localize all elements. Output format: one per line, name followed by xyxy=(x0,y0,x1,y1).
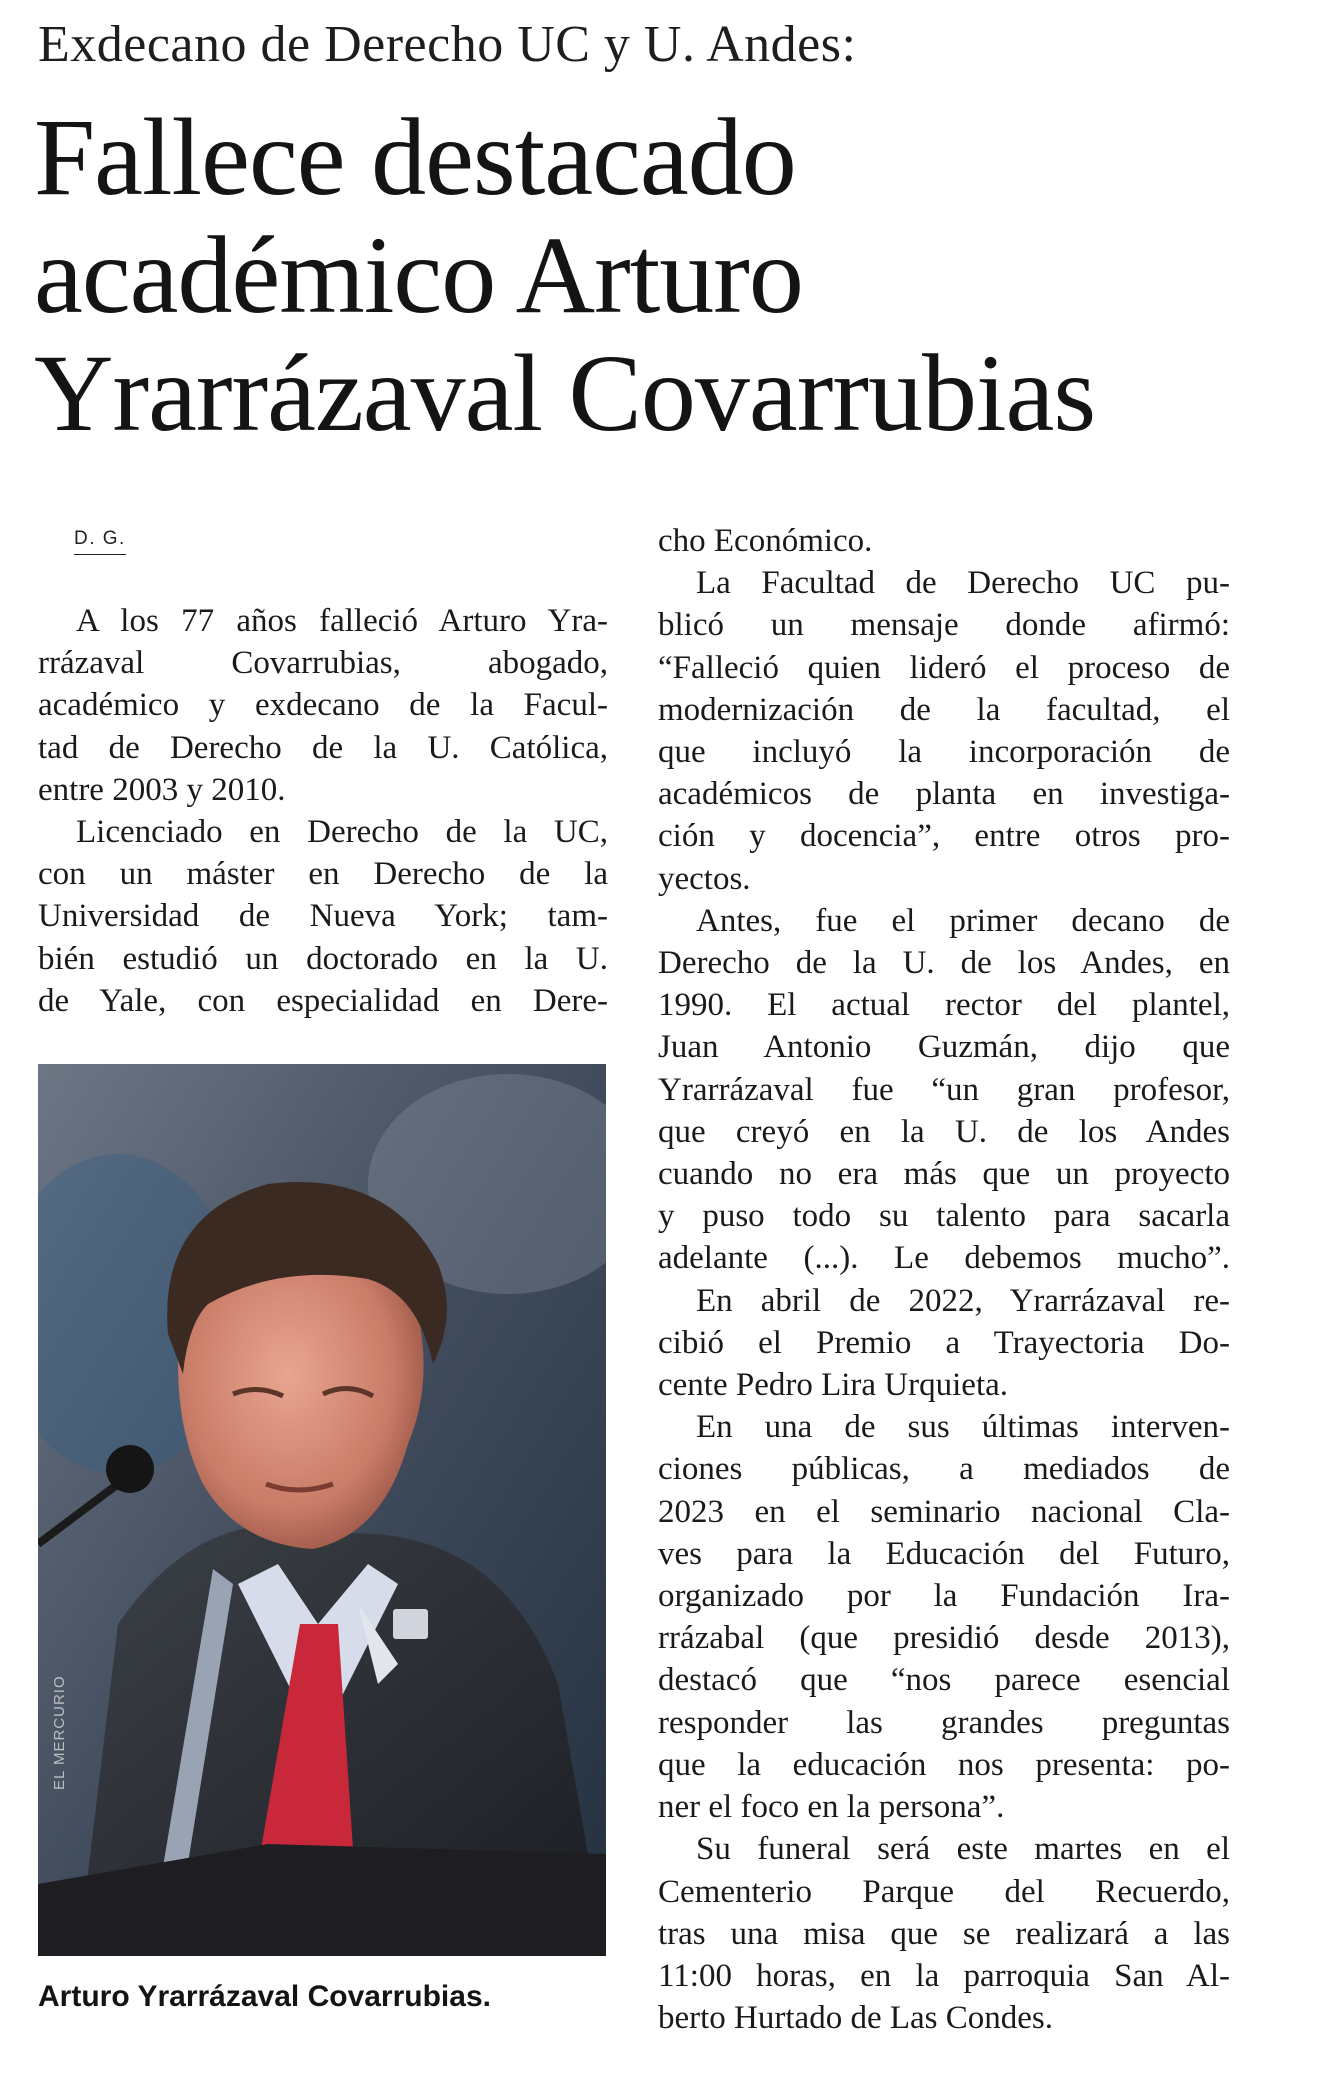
headline-line: Fallece destacado xyxy=(34,96,796,218)
body-line: yectos. xyxy=(658,860,751,897)
headline xyxy=(34,98,1095,452)
body-line: La Facultad de Derecho UC pu- xyxy=(696,565,1230,602)
body-line: destacó que “nos parece esencial xyxy=(658,1662,1230,1699)
headline-line: Yrarrázaval Covarrubias xyxy=(34,332,1096,454)
body-line: cho Económico. xyxy=(658,523,873,559)
body-line: blicó un mensaje donde afirmó: xyxy=(658,607,1230,644)
body-line: Universidad de Nueva York; tam- xyxy=(38,898,608,935)
body-line: En una de sus últimas interven- xyxy=(696,1409,1230,1446)
body-line: Yrarrázaval fue “un gran profesor, xyxy=(658,1071,1230,1108)
body-line: rrázabal (que presidió desde 2013), xyxy=(658,1620,1230,1657)
portrait-illustration xyxy=(38,1064,606,1956)
headline-line: académico Arturo xyxy=(34,214,803,336)
body-line: cuando no era más que un proyecto xyxy=(658,1156,1230,1193)
article-column-right xyxy=(658,520,1230,2039)
body-line: cibió el Premio a Trayectoria Do- xyxy=(658,1324,1230,1361)
body-line: Su funeral será este martes en el xyxy=(696,1831,1230,1868)
byline: D. G. xyxy=(74,528,126,555)
body-line: berto Hurtado de Las Condes. xyxy=(658,2000,1053,2037)
body-line: Licenciado en Derecho de la UC, xyxy=(76,814,608,851)
body-line: modernización de la facultad, el xyxy=(658,691,1230,728)
body-line: que incluyó la incorporación de xyxy=(658,734,1230,771)
body-line: que creyó en la U. de los Andes xyxy=(658,1113,1230,1150)
body-line: Antes, fue el primer decano de xyxy=(696,902,1230,939)
body-line: Cementerio Parque del Recuerdo, xyxy=(658,1873,1230,1910)
body-line: ción y docencia”, entre otros pro- xyxy=(658,818,1230,855)
body-line: académicos de planta en investiga- xyxy=(658,776,1230,813)
article-column-left xyxy=(38,600,608,1022)
body-line: bién estudió un doctorado en la U. xyxy=(38,940,608,977)
body-line: entre 2003 y 2010. xyxy=(38,771,286,808)
body-line: ciones públicas, a mediados de xyxy=(658,1451,1230,1488)
body-line: “Falleció quien lideró el proceso de xyxy=(658,649,1230,686)
body-line: ner el foco en la persona”. xyxy=(658,1789,1005,1826)
body-line: Derecho de la U. de los Andes, en xyxy=(658,945,1230,982)
body-line: de Yale, con especialidad en Dere- xyxy=(38,982,608,1019)
body-line: tras una misa que se realizará a las xyxy=(658,1915,1230,1952)
body-line: tad de Derecho de la U. Católica, xyxy=(38,729,608,766)
photo-caption: Arturo Yrarrázaval Covarrubias. xyxy=(38,1980,491,2013)
body-line: Juan Antonio Guzmán, dijo que xyxy=(658,1029,1230,1066)
body-line: adelante (...). Le debemos mucho”. xyxy=(658,1240,1230,1277)
photo-credit: EL MERCURIO xyxy=(51,1675,68,1790)
body-line: rrázaval Covarrubias, abogado, xyxy=(38,645,608,682)
body-line: con un máster en Derecho de la xyxy=(38,856,608,893)
body-line: responder las grandes preguntas xyxy=(658,1704,1230,1741)
body-line: En abril de 2022, Yrarrázaval re- xyxy=(696,1282,1230,1319)
body-line: académico y exdecano de la Facul- xyxy=(38,687,608,724)
body-line: 11:00 horas, en la parroquia San Al- xyxy=(658,1957,1230,1994)
portrait-photo xyxy=(38,1064,606,1956)
body-line: ves para la Educación del Futuro, xyxy=(658,1535,1230,1572)
body-line: 1990. El actual rector del plantel, xyxy=(658,987,1230,1024)
body-line: que la educación nos presenta: po- xyxy=(658,1746,1230,1783)
body-line: cente Pedro Lira Urquieta. xyxy=(658,1367,1009,1404)
body-line: organizado por la Fundación Ira- xyxy=(658,1578,1230,1615)
body-line: y puso todo su talento para sacarla xyxy=(658,1198,1230,1235)
kicker: Exdecano de Derecho UC y U. Andes: xyxy=(38,16,857,73)
body-line: 2023 en el seminario nacional Cla- xyxy=(658,1493,1230,1530)
body-line: A los 77 años falleció Arturo Yra- xyxy=(76,603,608,639)
